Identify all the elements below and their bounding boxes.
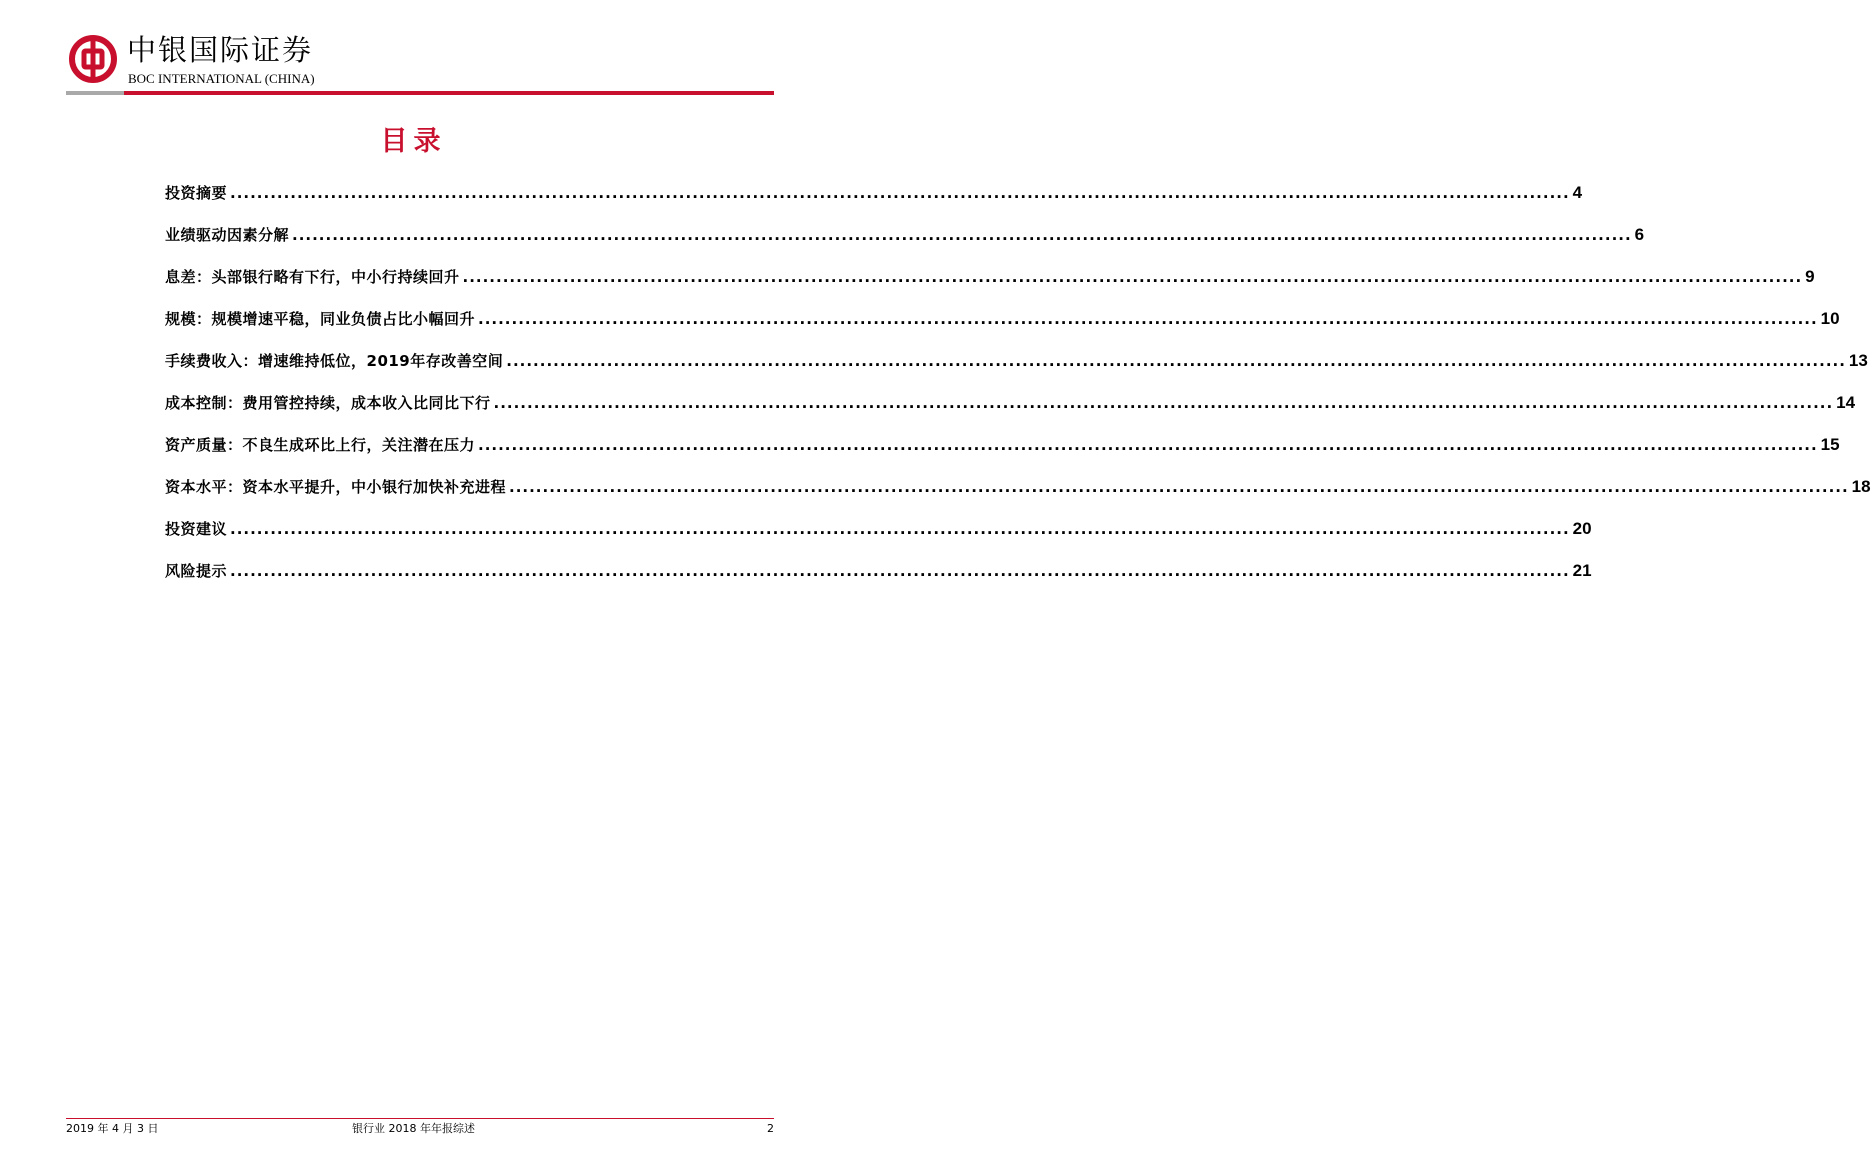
toc-entry-page: 10 — [1820, 309, 1840, 328]
toc-entry-page: 14 — [1836, 393, 1856, 412]
footer-divider — [66, 1118, 774, 1119]
toc-entry[interactable] — [165, 264, 1815, 290]
toc-entry-label: 投资摘要 — [165, 184, 228, 202]
toc-leader-dots: ........................................................................................................................................................................................................ — [462, 268, 1803, 286]
footer-page-number: 2 — [767, 1122, 774, 1135]
toc-title: 目录 — [380, 126, 447, 157]
toc-entry[interactable] — [165, 516, 1592, 542]
boc-logo-icon — [69, 35, 117, 83]
toc-entry-page: 21 — [1572, 561, 1592, 580]
toc-entry-label: 资产质量：不良生成环比上行，关注潜在压力 — [165, 436, 476, 454]
toc-leader-dots: ........................................................................................................................................................................................................ — [292, 226, 1632, 244]
toc-entry[interactable] — [165, 474, 1871, 500]
header-divider-red — [124, 91, 774, 95]
toc-entry-label: 手续费收入：增速维持低位，2019年存改善空间 — [165, 352, 504, 370]
toc-entry[interactable] — [165, 558, 1592, 584]
toc-leader-dots: ........................................................................................................................................................................................................ — [493, 394, 1834, 412]
toc-leader-dots: ........................................................................................................................................................................................................ — [230, 184, 1570, 202]
toc-entry-page: 15 — [1820, 435, 1840, 454]
header-divider-gray — [66, 91, 124, 95]
toc-leader-dots: ........................................................................................................................................................................................................ — [478, 436, 1818, 454]
toc-leader-dots: ........................................................................................................................................................................................................ — [478, 310, 1818, 328]
toc-entry-label: 规模：规模增速平稳，同业负债占比小幅回升 — [165, 310, 476, 328]
toc-entry-label: 成本控制：费用管控持续，成本收入比同比下行 — [165, 394, 491, 412]
toc-entry-label: 资本水平：资本水平提升，中小银行加快补充进程 — [165, 478, 507, 496]
toc-leader-dots: ........................................................................................................................................................................................................ — [230, 562, 1570, 580]
toc-entry-page: 6 — [1634, 225, 1645, 244]
toc-entry-label: 投资建议 — [165, 520, 228, 538]
toc-entry-label: 业绩驱动因素分解 — [165, 226, 290, 244]
brand-name-english: BOC INTERNATIONAL (CHINA) — [128, 71, 315, 86]
footer-date: 2019 年 4 月 3 日 — [66, 1122, 159, 1135]
toc-entry[interactable] — [165, 432, 1840, 458]
toc-entry-label: 息差：头部银行略有下行，中小行持续回升 — [165, 268, 460, 286]
toc-entry[interactable] — [165, 306, 1840, 332]
toc-entry-page: 13 — [1848, 351, 1868, 370]
toc-leader-dots: ........................................................................................................................................................................................................ — [509, 478, 1849, 496]
toc-entry-page: 9 — [1805, 267, 1815, 286]
toc-entry[interactable] — [165, 222, 1645, 248]
toc-entry[interactable] — [165, 180, 1583, 206]
toc-leader-dots: ........................................................................................................................................................................................................ — [230, 520, 1570, 538]
toc-entry-page: 20 — [1572, 519, 1592, 538]
toc-entry[interactable] — [165, 390, 1856, 416]
footer-report-title: 银行业 2018 年年报综述 — [352, 1122, 475, 1135]
toc-entry-page: 18 — [1851, 477, 1871, 496]
toc-entry-page: 4 — [1572, 183, 1583, 202]
toc-leader-dots: ........................................................................................................................................................................................................ — [506, 352, 1846, 370]
page-header — [0, 0, 827, 100]
toc-entry[interactable] — [165, 348, 1868, 374]
toc-entry-label: 风险提示 — [165, 562, 228, 580]
brand-name-chinese: 中银国际证券 — [127, 33, 314, 67]
